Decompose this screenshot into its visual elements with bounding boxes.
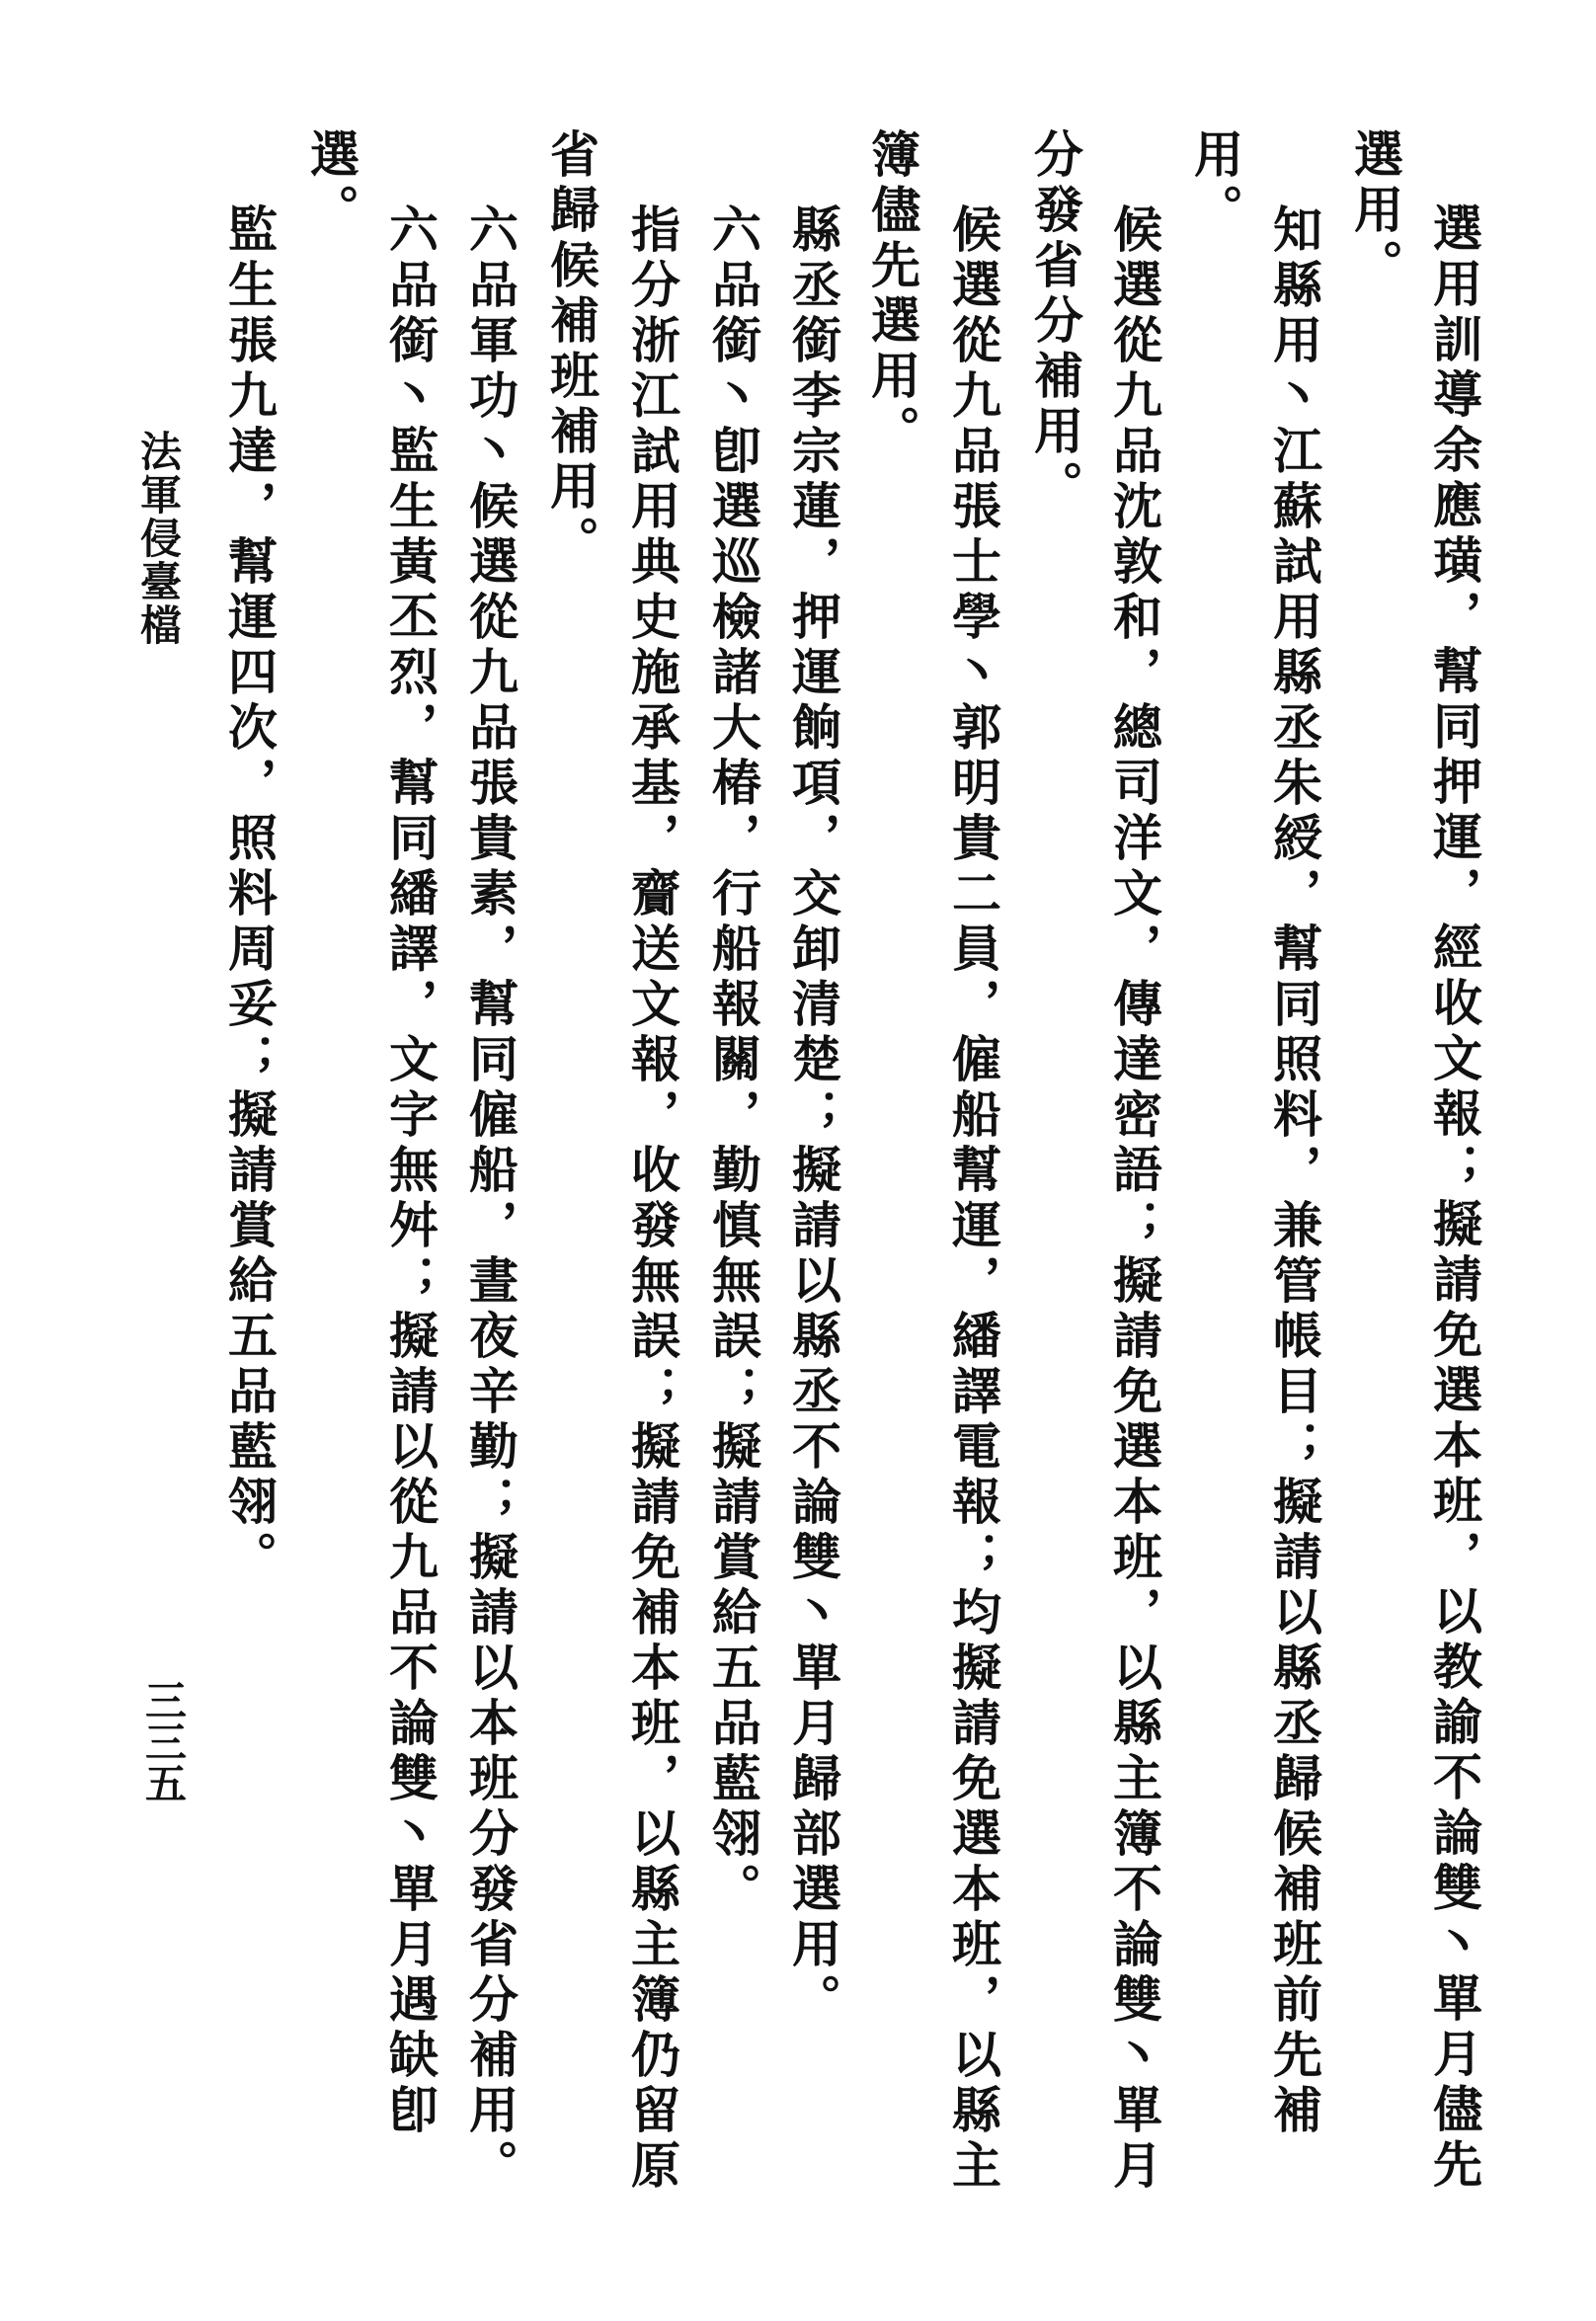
text-column-14: 六品銜丶監生黃丕烈，幫同繙譯，文字無舛；擬請以從九品不論雙丶單月遇缺卽 [381,148,439,2139]
book-title: 法軍侵臺檔 [134,430,183,647]
text-column-8: 簿儘先選用。 [863,128,921,460]
text-column-10: 六品銜丶卽選巡檢諸大椿，行船報關，勤慎無誤；擬請賞給五品藍翎。 [704,148,762,1918]
text-column-1: 選用訓導余應璜，幫同押運，經收文報；擬請免選本班，以教諭不論雙丶單月儘先 [1425,202,1483,2194]
text-column-11: 指分浙江試用典史施承基，齎送文報，收發無誤；擬請免補本班，以縣主簿仍留原 [623,148,681,2195]
text-column-15: 選。 [302,128,360,239]
text-column-2: 選用。 [1346,128,1404,294]
text-column-3: 知縣用丶江蘇試用縣丞朱綬，幫同照料，兼管帳目；擬請以縣丞歸候補班前先補 [1265,148,1323,2139]
text-column-9: 縣丞銜李宗蓮，押運餉項，交卸清楚；擬請以縣丞不論雙丶單月歸部選用。 [784,148,842,2029]
text-column-12: 省歸候補班補用。 [542,128,600,571]
page-number: 三三五 [139,1679,188,1803]
text-column-16: 監生張九達，幫運四次，照料周妥；擬請賞給五品藍翎。 [220,148,279,1586]
text-column-6: 分發省分補用。 [1026,128,1084,516]
text-column-13: 六品軍功丶候選從九品張貴素，幫同僱船，晝夜辛勤；擬請以本班分發省分補用。 [461,148,519,2195]
text-column-5: 候選從九品沈敦和，總司洋文，傳達密語；擬請免選本班，以縣主簿不論雙丶單月 [1105,148,1163,2195]
text-column-4: 用。 [1186,128,1244,239]
text-column-7: 候選從九品張士學丶郭明貴二員，僱船幫運，繙譯電報；均擬請免選本班，以縣主 [944,148,1002,2195]
